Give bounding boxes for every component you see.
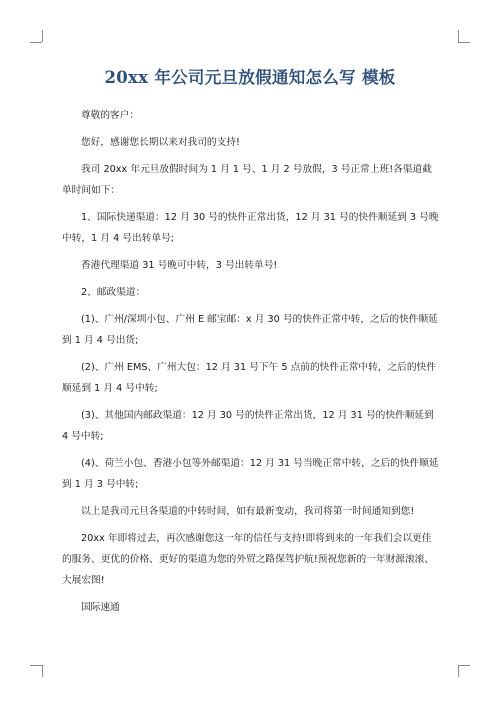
- postal-item-1: (1)、广州/深圳小包、广州 E 邮宝邮：x 月 30 号的快件正常中转，之后的快件顺延到 1 月 4 号出货;: [62, 314, 438, 346]
- postal-channels-heading: 2、邮政渠道：: [81, 287, 146, 298]
- closing-wishes: 20xx 年即将过去，再次感谢您这一年的信任与支持!即将到来的一年我们会以更佳的服务、更优的价格、更好的渠道为您的外贸之路保驾护航!预祝您新的一年财源滚滚、大展宏图!: [62, 533, 435, 586]
- holiday-notice: 我司 20xx 年元旦放假时间为 1 月 1 号、1 月 2 号放假，3 号正常上班!各渠道截单时间如下：: [62, 164, 432, 196]
- greeting: 您好，感谢您长期以来对我司的支持!: [81, 137, 240, 148]
- postal-item-3: (3)、其他国内邮政渠道：12 月 30 号的快件正常出货，12 月 31 号的快件顺延到 4 号中转;: [62, 410, 434, 442]
- summary: 以上是我司元旦各渠道的中转时间，如有最新变动，我司将第一时间通知到您!: [81, 506, 415, 517]
- postal-item-2: (2)、广州 EMS、广州大包：12 月 31 号下午 5 点前的快件正常中转，之后的快件顺延到 1 月 4 号中转;: [62, 362, 436, 394]
- signature: 国际速通: [81, 602, 120, 613]
- page-title: 20xx 年公司元旦放假通知怎么写 模板: [104, 68, 396, 87]
- document-body: [62, 105, 440, 624]
- international-express: 1、国际快递渠道：12 月 30 号的快件正常出货，12 月 31 号的快件顺延到 3 号晚中转，1 月 4 号出转单号;: [62, 212, 439, 244]
- postal-item-4: (4)、荷兰小包、香港小包等外邮渠道：12 月 31 号当晚正常中转，之后的快件顺延到 1 月 3 号中转;: [62, 458, 439, 490]
- salutation: 尊敬的客户：: [81, 110, 140, 121]
- hongkong-agent: 香港代理渠道 31 号晚可中转，3 号出转单号!: [81, 260, 278, 271]
